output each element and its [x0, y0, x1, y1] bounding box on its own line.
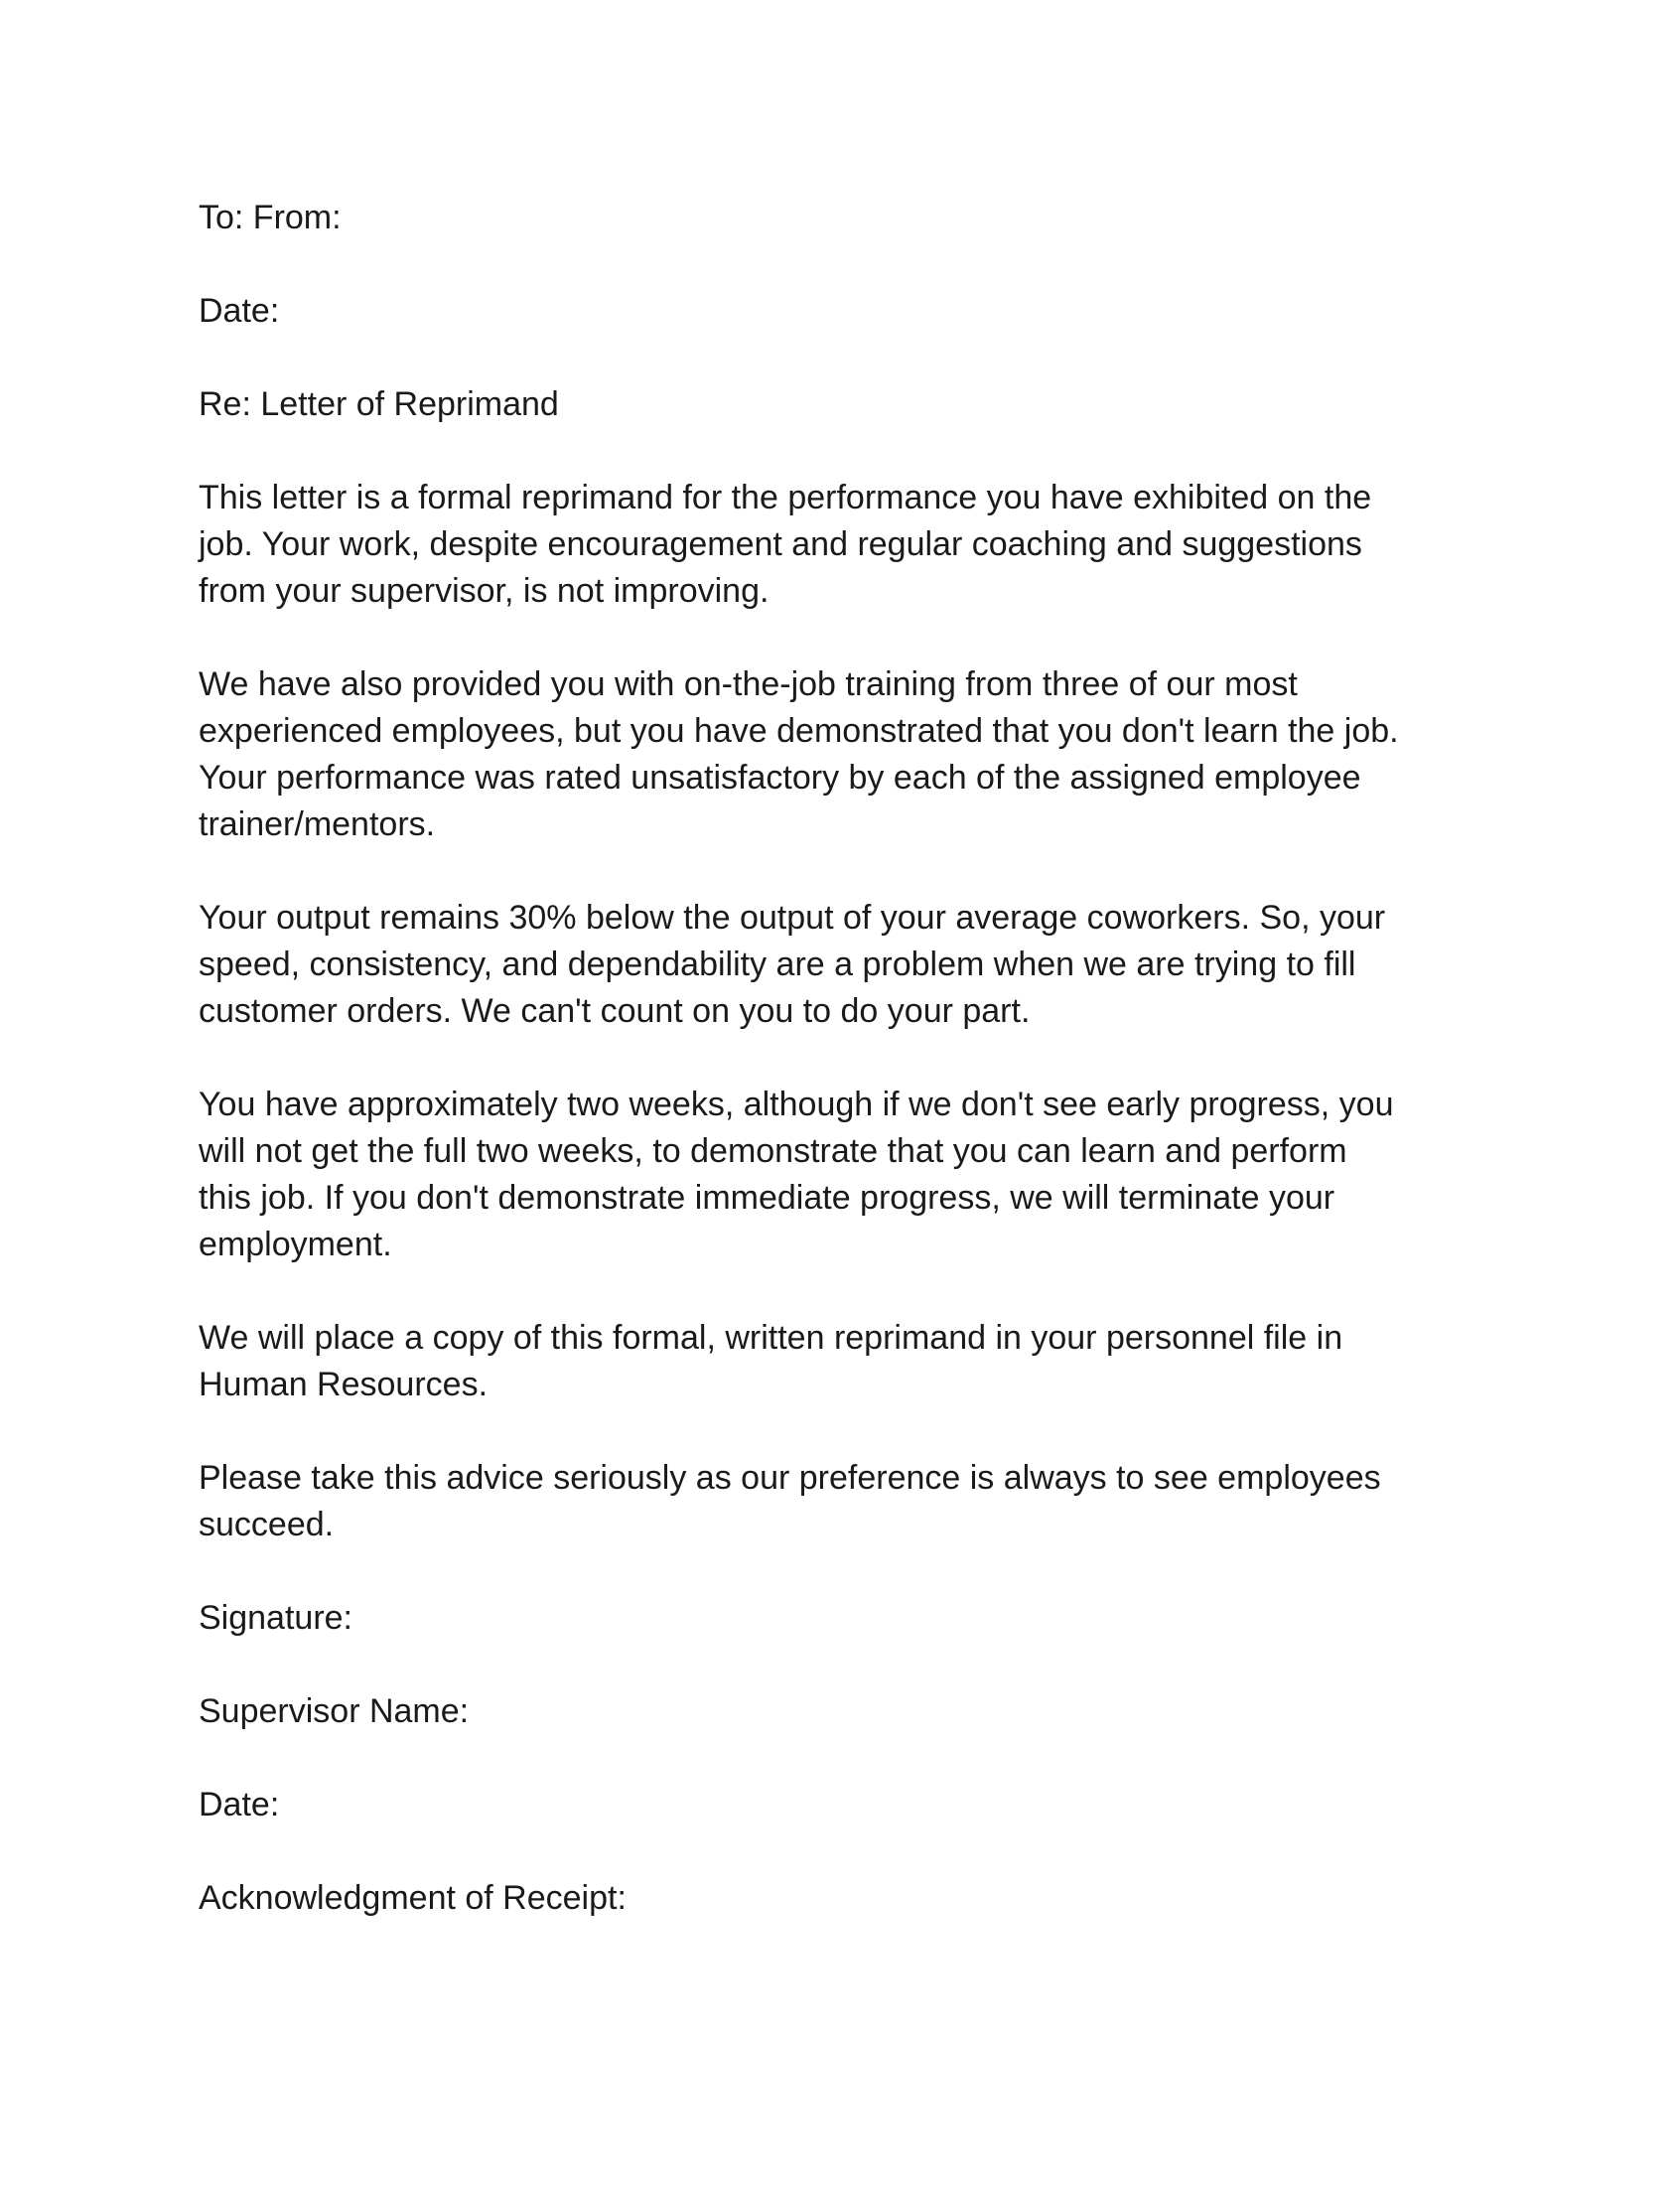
paragraph-line: Please take this advice seriously as our preference is always to see employees	[199, 1459, 1381, 1497]
paragraph-line: Human Resources.	[199, 1366, 489, 1403]
paragraph-1	[199, 475, 1489, 615]
paragraph-line: You have approximately two weeks, although if we don't see early progress, you	[199, 1086, 1394, 1123]
acknowledgment-line: Acknowledgment of Receipt:	[199, 1879, 627, 1917]
subject-line: Re: Letter of Reprimand	[199, 385, 559, 423]
supervisor-name-line: Supervisor Name:	[199, 1692, 470, 1730]
paragraph-line: succeed.	[199, 1506, 335, 1543]
paragraph-line: Your performance was rated unsatisfactory by each of the assigned employee	[199, 759, 1361, 797]
letter-body	[199, 195, 1489, 1968]
paragraph-4	[199, 1082, 1489, 1268]
paragraph-5	[199, 1315, 1489, 1408]
paragraph-2	[199, 661, 1489, 848]
paragraph-line: This letter is a formal reprimand for the performance you have exhibited on the	[199, 479, 1372, 516]
signature-line: Signature:	[199, 1599, 352, 1637]
paragraph-line: speed, consistency, and dependability are a problem when we are trying to fill	[199, 946, 1356, 983]
paragraph-line: experienced employees, but you have demonstrated that you don't learn the job.	[199, 712, 1399, 750]
paragraph-6	[199, 1455, 1489, 1548]
paragraph-line: job. Your work, despite encouragement and regular coaching and suggestions	[199, 525, 1362, 563]
signature-date-line: Date:	[199, 1786, 280, 1823]
to-from-line: To: From:	[199, 199, 342, 236]
paragraph-line: employment.	[199, 1226, 392, 1263]
paragraph-line: from your supervisor, is not improving.	[199, 572, 770, 610]
paragraph-line: trainer/mentors.	[199, 805, 436, 843]
paragraph-line: We will place a copy of this formal, written reprimand in your personnel file in	[199, 1319, 1343, 1357]
paragraph-line: We have also provided you with on-the-job training from three of our most	[199, 665, 1298, 703]
date-line: Date:	[199, 292, 280, 330]
paragraph-line: will not get the full two weeks, to demonstrate that you can learn and perform	[199, 1132, 1347, 1170]
paragraph-line: customer orders. We can't count on you to do your part.	[199, 992, 1031, 1030]
paragraph-3	[199, 895, 1489, 1035]
paragraph-line: Your output remains 30% below the output of your average coworkers. So, your	[199, 899, 1386, 937]
paragraph-line: this job. If you don't demonstrate immediate progress, we will terminate your	[199, 1179, 1335, 1217]
